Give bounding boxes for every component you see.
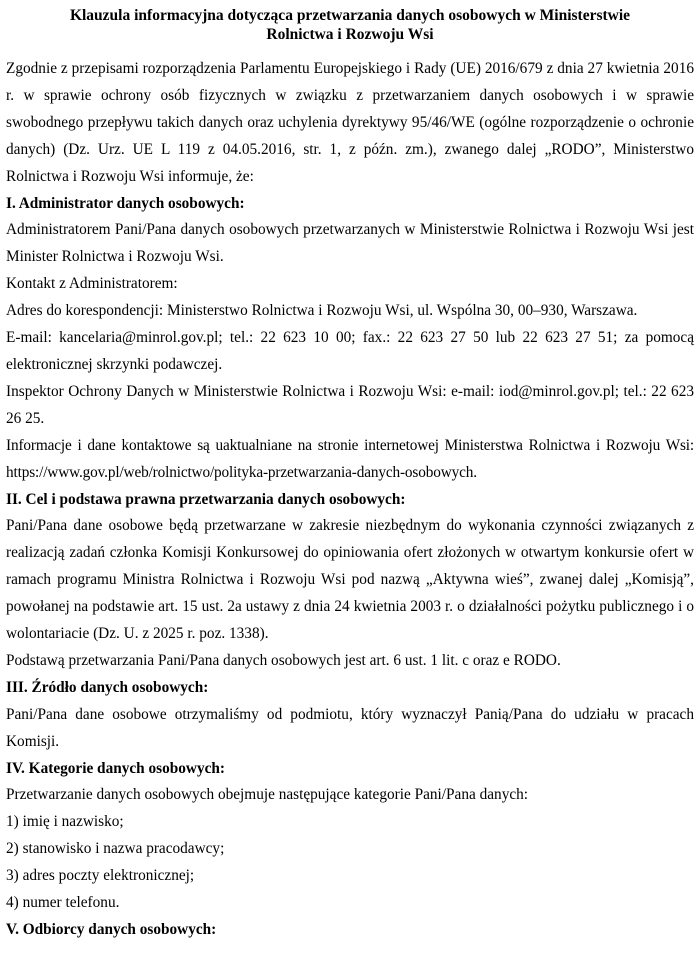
document-title-line-1: Klauzula informacyjna dotycząca przetwarzania danych osobowych w Ministerstwie	[69, 7, 631, 24]
categories-intro: Przetwarzanie danych osobowych obejmuje następujące kategorie Pani/Pana danych:	[6, 786, 529, 804]
administrator-email-phone: E-mail: kancelaria@minrol.gov.pl; tel.: 22 623 10 00; fax.: 22 623 27 50 lub 22 623 27 51; za pomocą elektronicznej skrzynki podawczej.	[6, 329, 694, 373]
administrator-paragraph: Administratorem Pani/Pana danych osobowych przetwarzanych w Ministerstwie Rolnictwa i Rozwoju Wsi jest Minister Rolnictwa i Rozwoju Wsi.	[6, 221, 694, 266]
contact-update-info: Informacje i dane kontaktowe są uaktualniane na stronie internetowej Ministerstwa Rolnictwa i Rozwoju Wsi: https://www.gov.pl/web/rolnictwo/polityka-przetwarzania-danych-osobowych.	[6, 436, 694, 481]
document-title-line-2: Rolnictwa i Rozwoju Wsi	[266, 26, 434, 43]
source-paragraph: Pani/Pana dane osobowe otrzymaliśmy od podmiotu, który wyznaczył Panią/Pana do udziału w pracach Komisji.	[6, 705, 694, 750]
document-title	[6, 6, 694, 44]
list-item: 3) adres poczty elektronicznej;	[6, 867, 195, 885]
administrator-contact-label: Kontakt z Administratorem:	[6, 275, 178, 293]
section-heading-purpose: II. Cel i podstawa prawna przetwarzania danych osobowych:	[6, 490, 406, 508]
legal-basis-paragraph: Podstawą przetwarzania Pani/Pana danych osobowych jest art. 6 ust. 1 lit. c oraz e RODO.	[6, 651, 561, 669]
section-heading-recipients: V. Odbiorcy danych osobowych:	[6, 921, 217, 938]
section-heading-administrator: I. Administrator danych osobowych:	[6, 194, 245, 212]
list-item: 4) numer telefonu.	[6, 894, 120, 912]
list-item: 1) imię i nazwisko;	[6, 813, 124, 831]
data-protection-officer: Inspektor Ochrony Danych w Ministerstwie Rolnictwa i Rozwoju Wsi: e-mail: iod@minrol.gov.pl; tel.: 22 623 26 25.	[6, 382, 694, 427]
intro-paragraph: Zgodnie z przepisami rozporządzenia Parlamentu Europejskiego i Rady (UE) 2016/679 z dnia 27 kwietnia 2016 r. w sprawie ochrony osób fizycznych w związku z przetwarzaniem danych osobowych i w sprawie swobodnego przepływu takich danych oraz uchylenia dyrektywy 95/46/WE (ogólne rozporządzenie o ochronie danych) (Dz. Urz. UE L 119 z 04.05.2016, str. 1, z późn. zm.), zwanego dalej „RODO”, Ministerstwo Rolnictwa i Rozwoju Wsi informuje, że:	[6, 60, 694, 185]
section-heading-source: III. Źródło danych osobowych:	[6, 678, 209, 696]
purpose-paragraph: Pani/Pana dane osobowe będą przetwarzane w zakresie niezbędnym do wykonania czynności związanych z realizacją zadań członka Komisji Konkursowej do opiniowania ofert złożonych w otwartym konkursie ofert w ramach programu Ministra Rolnictwa i Rozwoju Wsi pod nazwą „Aktywna wieś”, zwanej dalej „Komisją”, powołanej na podstawie art. 15 ust. 2a ustawy z dnia 24 kwietnia 2003 r. o działalności pożytku publicznego i o wolontariacie (Dz. U. z 2025 r. poz. 1338).	[6, 517, 694, 643]
list-item: 2) stanowisko i nazwa pracodawcy;	[6, 840, 225, 858]
administrator-address: Adres do korespondencji: Ministerstwo Rolnictwa i Rozwoju Wsi, ul. Wspólna 30, 00–930, Warszawa.	[6, 302, 638, 320]
section-heading-categories: IV. Kategorie danych osobowych:	[6, 759, 225, 777]
